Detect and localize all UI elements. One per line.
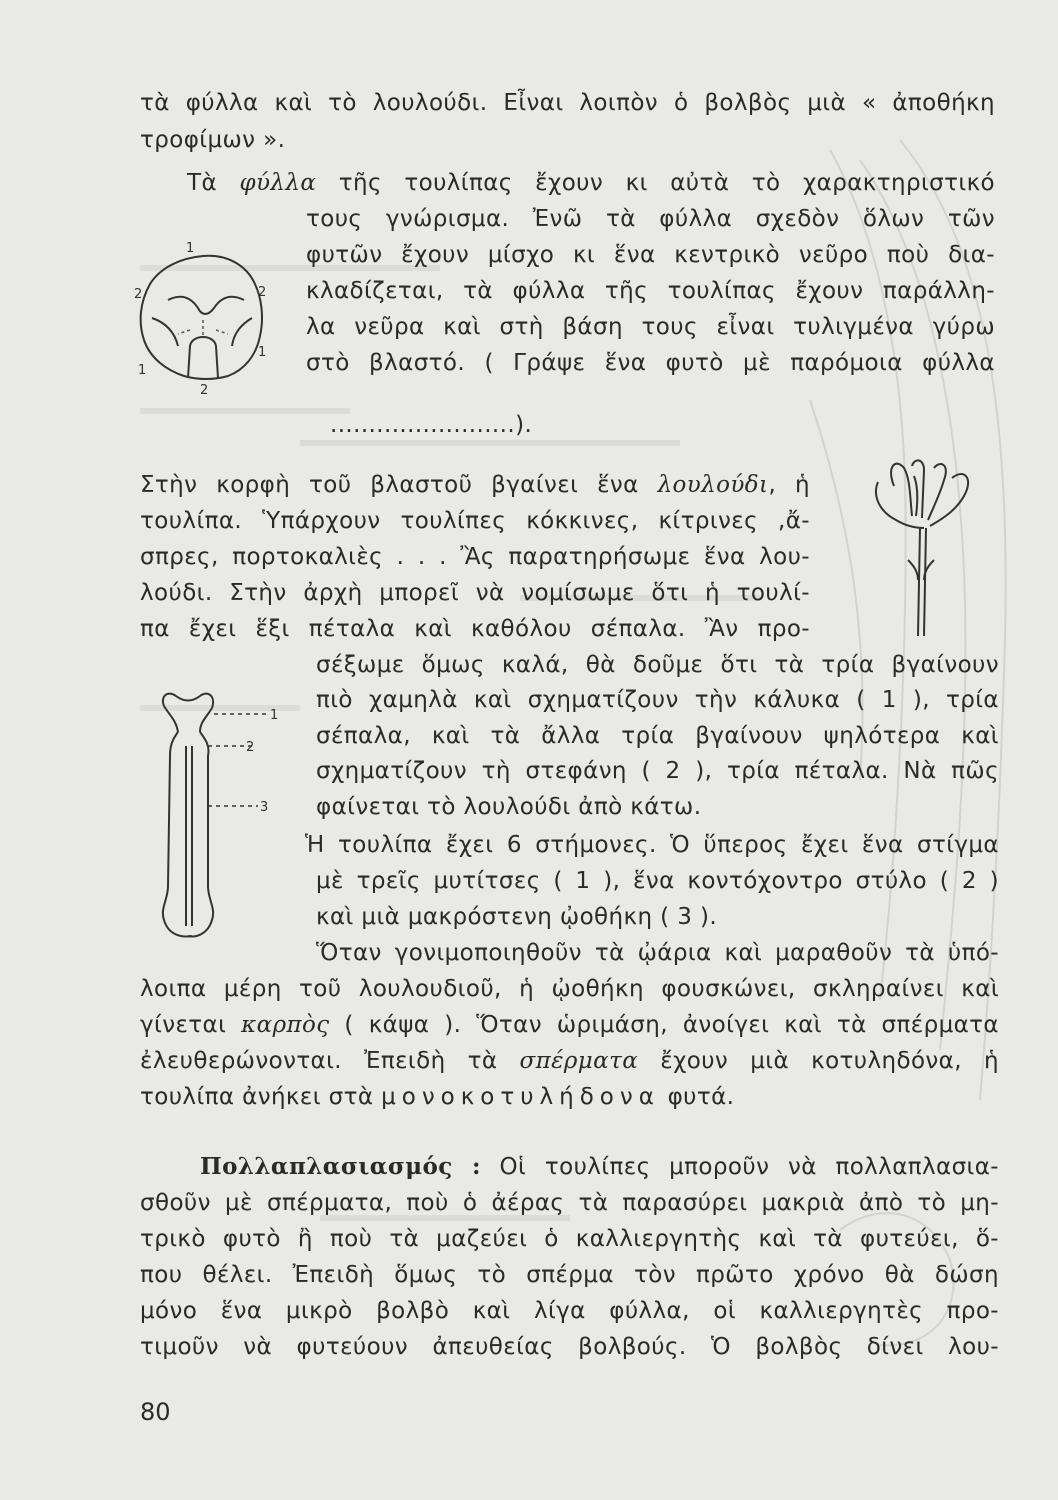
text-line: τὰ φύλλα καὶ τὸ λουλούδι. Εἶναι λοιπὸν ὁ βολβὸς μιὰ « ἀποθήκη bbox=[140, 90, 995, 116]
figure-label: 2 bbox=[246, 740, 255, 755]
figure-label: 1 bbox=[186, 241, 195, 256]
text-line: πιὸ χαμηλὰ καὶ σχηματίζουν τὴν κάλυκα ( 1 ), τρία bbox=[316, 687, 999, 713]
text-line: σέξωμε ὅμως καλά, θὰ δοῦμε ὅτι τὰ τρία βγαίνουν bbox=[316, 652, 999, 678]
emphasis-term: φύλλα bbox=[239, 170, 317, 196]
text-line: σέπαλα, καὶ τὰ ἄλλα τρία βγαίνουν ψηλότερα καὶ bbox=[316, 723, 999, 749]
emphasis-term: σπέρματα bbox=[519, 1048, 639, 1074]
text-run: γίνεται bbox=[140, 1012, 242, 1038]
text-line: φυτῶν ἔχουν μίσχο κι ἕνα κεντρικὸ νεῦρο ποὺ δια- bbox=[306, 242, 995, 268]
text-run: Στὴν κορφὴ τοῦ βλαστοῦ βγαίνει ἕνα bbox=[140, 472, 658, 498]
text-line: λοιπα μέρη τοῦ λουλουδιοῦ, ἡ ᾠοθήκη φουσκώνει, σκληραίνει καὶ bbox=[140, 976, 999, 1002]
figure-label: 2 bbox=[200, 383, 209, 398]
text-line: τουλίπα. Ὑπάρχουν τουλίπες κόκκινες, κίτρινες ,ἄ- bbox=[140, 508, 810, 534]
text-run: Τὰ bbox=[187, 170, 240, 196]
text-line: Ὅταν γονιμοποιηθοῦν τὰ ᾠάρια καὶ μαραθοῦν τὰ ὑπό- bbox=[316, 940, 999, 966]
leaf-base-diagram bbox=[128, 238, 278, 398]
text-run: Οἱ τουλίπες μποροῦν νὰ πολλαπλασια- bbox=[480, 1154, 999, 1180]
figure-label: 1 bbox=[138, 363, 147, 378]
figure-label: 2 bbox=[258, 285, 267, 300]
text-line: φαίνεται τὸ λουλούδι ἀπὸ κάτω. bbox=[316, 794, 702, 820]
text-line bbox=[140, 470, 810, 500]
text-line: σπρες, πορτοκαλιὲς . . . Ἂς παρατηρήσωμε ἕνα λου- bbox=[140, 544, 810, 570]
text-line: Ἡ τουλίπα ἔχει 6 στήμονες. Ὁ ὕπερος ἔχει ἕνα στίγμα bbox=[305, 832, 999, 858]
tulip-flower-drawing bbox=[864, 456, 984, 656]
text-line bbox=[140, 1046, 999, 1076]
text-line: τιμοῦν νὰ φυτεύουν ἀπευθείας βολβούς. Ὁ βολβὸς δίνει λου- bbox=[140, 1334, 999, 1360]
text-line: στὸ βλαστό. ( Γράψε ἕνα φυτὸ μὲ παρόμοια φύλλα bbox=[306, 350, 995, 376]
figure-label: 1 bbox=[270, 708, 279, 723]
figure-label: 1 bbox=[258, 345, 267, 360]
text-line: σθοῦν μὲ σπέρματα, ποὺ ὁ ἀέρας τὰ παρασύρει μακριὰ ἀπὸ τὸ μη- bbox=[140, 1190, 999, 1216]
text-line: μὲ τρεῖς μυτίτσες ( 1 ), ἕνα κοντόχοντρο στύλο ( 2 ) bbox=[316, 868, 999, 894]
emphasis-term: καρπὸς bbox=[241, 1012, 330, 1038]
text-line bbox=[200, 1152, 999, 1182]
fill-in-blank: ........................). bbox=[330, 412, 533, 438]
page-number: 80 bbox=[140, 1398, 171, 1426]
text-run: τῆς τουλίπας ἔχουν κι αὐτὰ τὸ χαρακτηριστικό bbox=[316, 170, 995, 196]
spaced-term: μονοκοτυλήδονα bbox=[381, 1084, 660, 1110]
text-run: τουλίπα ἀνήκει στὰ bbox=[140, 1084, 382, 1110]
text-line: τρικὸ φυτὸ ἢ ποὺ τὰ μαζεύει ὁ καλλιεργητὴς καὶ τὰ φυτεύει, ὅ- bbox=[140, 1226, 999, 1252]
text-line: καὶ μιὰ μακρόστενη ᾠοθήκη ( 3 ). bbox=[316, 904, 718, 930]
text-line: λούδι. Στὴν ἀρχὴ μπορεῖ νὰ νομίσωμε ὅτι ἡ τουλί- bbox=[140, 580, 810, 606]
section-heading: Πολλαπλασιασμός : bbox=[200, 1153, 481, 1180]
text-line: πα ἔχει ἕξι πέταλα καὶ καθόλου σέπαλα. Ἂν προ- bbox=[140, 616, 810, 642]
text-line bbox=[187, 168, 995, 198]
text-line: σχηματίζουν τὴ στεφάνη ( 2 ), τρία πέταλα. Νὰ πῶς bbox=[316, 758, 999, 784]
text-run: ἐλευθερώνονται. Ἐπειδὴ τὰ bbox=[140, 1048, 520, 1074]
text-run: , ἡ bbox=[768, 472, 810, 498]
text-run: ( κάψα ). Ὅταν ὡριμάση, ἀνοίγει καὶ τὰ σπέρματα bbox=[329, 1012, 999, 1038]
pistil-diagram bbox=[150, 686, 290, 946]
text-line: μόνο ἕνα μικρὸ βολβὸ καὶ λίγα φύλλα, οἱ καλλιεργητὲς προ- bbox=[140, 1298, 999, 1324]
figure-label: 3 bbox=[260, 800, 269, 815]
text-line: κλαδίζεται, τὰ φύλλα τῆς τουλίπας ἔχουν παράλλη- bbox=[306, 278, 995, 304]
text-line: τροφίμων ». bbox=[140, 127, 286, 153]
text-run: ἔχουν μιὰ κοτυληδόνα, ἡ bbox=[638, 1048, 999, 1074]
text-line bbox=[140, 1010, 999, 1040]
text-line bbox=[140, 1082, 734, 1112]
figure-label: 2 bbox=[134, 287, 143, 302]
text-line: που θέλει. Ἐπειδὴ ὅμως τὸ σπέρμα τὸν πρῶτο χρόνο θὰ δώση bbox=[140, 1262, 999, 1288]
text-run: φυτά. bbox=[659, 1084, 735, 1110]
emphasis-term: λουλούδι bbox=[657, 472, 769, 498]
text-line: λα νεῦρα καὶ στὴ βάση τους εἶναι τυλιγμένα γύρω bbox=[306, 314, 995, 340]
text-line: τους γνώρισμα. Ἐνῶ τὰ φύλλα σχεδὸν ὅλων τῶν bbox=[306, 206, 995, 232]
